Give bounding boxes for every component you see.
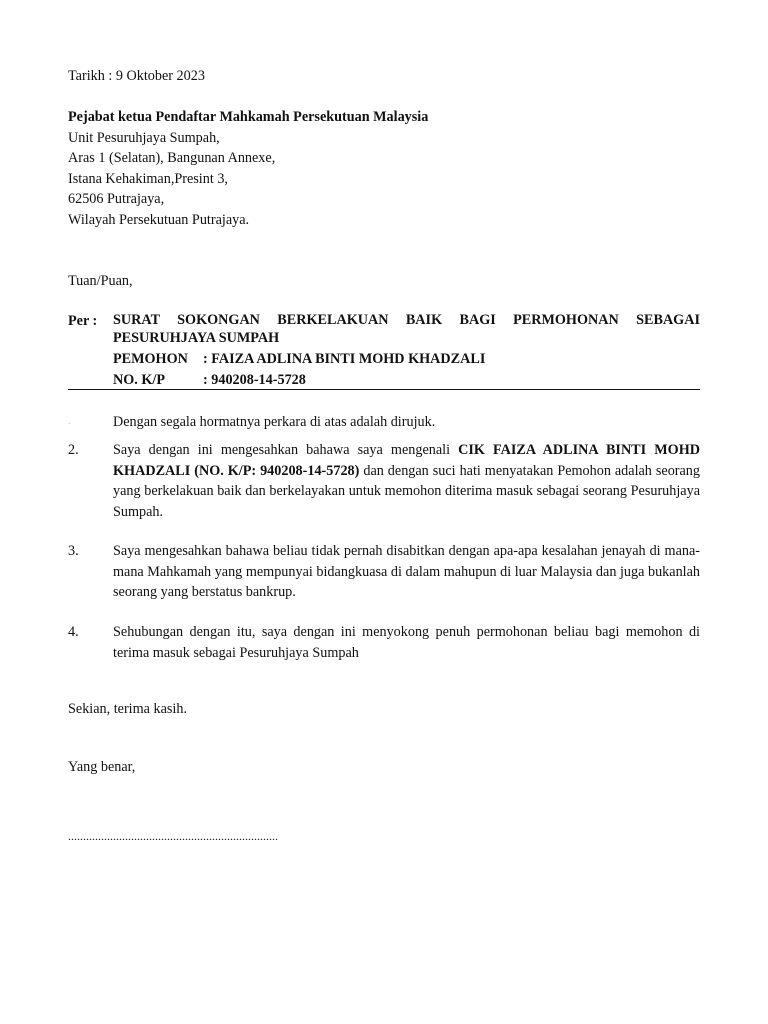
- paragraph-number: 2.: [68, 442, 79, 458]
- subject-divider: [68, 389, 700, 390]
- ic-label: NO. K/P: [113, 372, 166, 388]
- address-line: Istana Kehakiman,Presint 3,: [68, 170, 228, 187]
- address-line: Aras 1 (Selatan), Bangunan Annexe,: [68, 150, 276, 166]
- subject-label: Per :: [68, 313, 98, 329]
- salutation: Tuan/Puan,: [68, 273, 133, 289]
- ic-row: [113, 370, 306, 390]
- subject-title: SURAT SOKONGAN BERKELAKUAN BAIK BAGI PERMOHONAN SEBAGAI PESURUHJAYA SUMPAH: [113, 312, 700, 346]
- ic-value: : 940208-14-5728: [203, 372, 306, 388]
- closing-text: Sekian, terima kasih.: [68, 701, 187, 717]
- paragraph-text: Saya mengesahkan bahawa beliau tidak pernah disabitkan dengan apa-apa kesalahan jenayah di mana-mana Mahkamah yang mempunyai bidangkuasa di dalam mahupun di luar Malaysia dan juga bukanlah seorang yang berstatus bankrup.: [113, 543, 700, 600]
- paragraph-number: 3.: [68, 543, 79, 559]
- signature-line: ......................................................................: [68, 829, 278, 843]
- paragraph-text-start: Saya dengan ini mengesahkan bahawa saya mengenali: [113, 442, 459, 458]
- recipient-organization: Pejabat ketua Pendaftar Mahkamah Persekutuan Malaysia: [68, 109, 429, 125]
- paragraph-text: Sehubungan dengan itu, saya dengan ini menyokong penuh permohonan beliau bagi memohon di terima masuk sebagai Pesuruhjaya Sumpah: [113, 624, 700, 661]
- paragraph-text: [113, 440, 700, 522]
- paragraph-text: Dengan segala hormatnya perkara di atas adalah dirujuk.: [113, 414, 436, 430]
- paragraph-number: 4.: [68, 624, 79, 640]
- address-line: Wilayah Persekutuan Putrajaya.: [68, 211, 250, 228]
- sign-off: Yang benar,: [68, 759, 136, 775]
- paragraph-text-end: dan dengan suci hati menyatakan Pemohon adalah seorang yang berkelakuan baik dan berkelayakan untuk memohon diterima masuk sebagai seorang Pesuruhjaya Sumpah.: [113, 462, 700, 520]
- recipient-address: [68, 107, 428, 230]
- address-line: 62506 Putrajaya,: [68, 191, 165, 207]
- applicant-row: [113, 349, 485, 369]
- applicant-value: : FAIZA ADLINA BINTI MOHD KHADZALI: [203, 351, 486, 367]
- letter-date: Tarikh : 9 Oktober 2023: [68, 68, 205, 84]
- applicant-label: PEMOHON: [113, 351, 188, 367]
- address-line: Unit Pesuruhjaya Sumpah,: [68, 129, 220, 146]
- applicant-name-bold: CIK FAIZA ADLINA BINTI MOHD KHADZALI (NO. K/P: 940208-14-5728): [113, 442, 700, 479]
- paragraph-number: .: [68, 416, 71, 427]
